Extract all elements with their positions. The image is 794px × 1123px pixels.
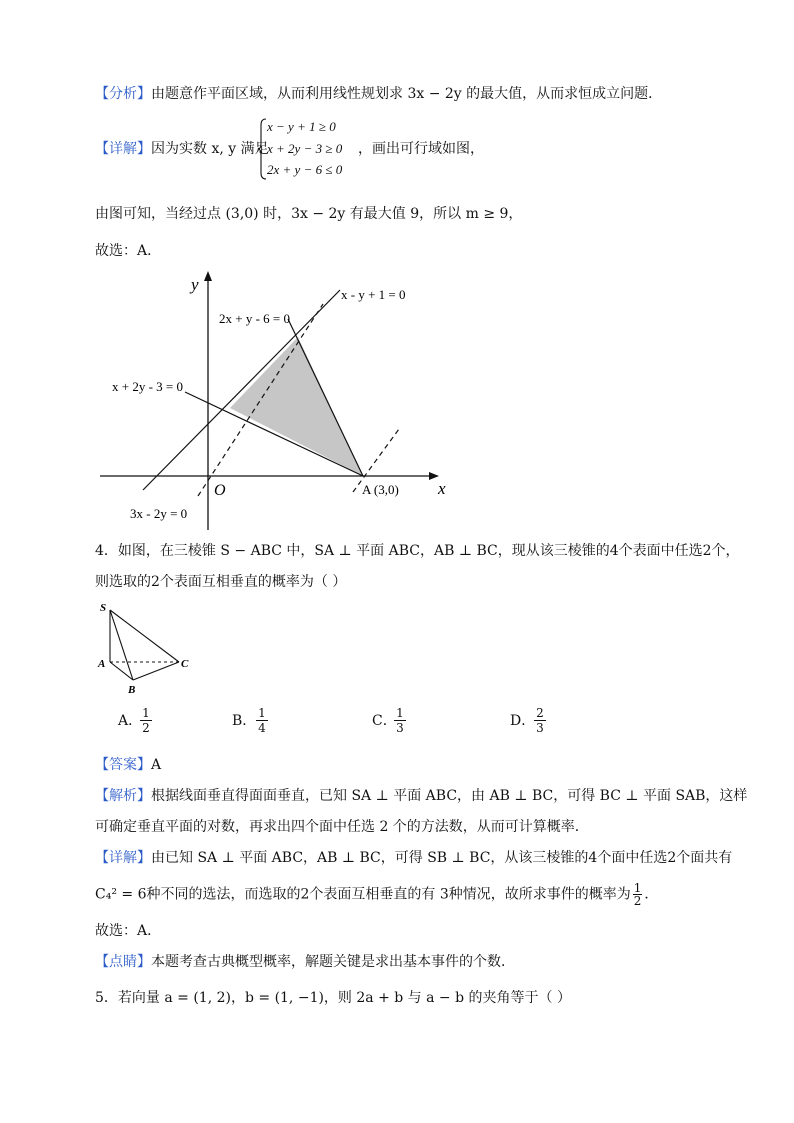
option-d[interactable] bbox=[510, 706, 544, 735]
q4-detail-line-1 bbox=[95, 848, 732, 868]
q5-stem: 5．若向量 a = (1, 2)，b = (1, −1)，则 2a + b 与 a − b 的夹角等于（ ） bbox=[95, 990, 571, 1006]
detail-suffix: ，画出可行域如图， bbox=[358, 141, 484, 157]
point-a-label: A (3,0) bbox=[362, 482, 399, 497]
jiexi-line-1 bbox=[95, 786, 747, 806]
label-line-1: x - y + 1 = 0 bbox=[341, 287, 406, 302]
vertex-a-label: A bbox=[98, 658, 106, 670]
q4-detail-text-1: 由已知 SA ⊥ 平面 ABC，AB ⊥ BC，可得 SB ⊥ BC，从该三棱锥的4个面中任选2个面共有 bbox=[151, 850, 733, 866]
system-row-1: x − y + 1 ≥ 0 bbox=[267, 119, 336, 134]
analysis-line bbox=[95, 84, 662, 104]
label-line-4: 3x - 2y = 0 bbox=[130, 506, 188, 521]
label-line-3: x + 2y - 3 = 0 bbox=[112, 379, 183, 394]
analysis-text: 由题意作平面区域，从而利用线性规划求 3x − 2y 的最大值，从而求恒成立问题． bbox=[151, 86, 663, 102]
system-row-2: x + 2y − 3 ≥ 0 bbox=[267, 141, 343, 156]
detail-tag: 【详解】 bbox=[95, 141, 151, 157]
vertex-b-label: B bbox=[128, 684, 136, 696]
q4-stem-line-2: 则选取的2个表面互相垂直的概率为（ ） bbox=[95, 574, 347, 590]
analysis-tag: 【分析】 bbox=[95, 86, 151, 102]
answer-line bbox=[95, 755, 161, 775]
vertex-c-label: C bbox=[181, 658, 189, 670]
system-row-3: 2x + y − 6 ≤ 0 bbox=[267, 162, 343, 177]
option-d-letter: D． bbox=[510, 713, 536, 729]
label-line-2: 2x + y - 6 = 0 bbox=[219, 311, 290, 326]
dianjing-line bbox=[95, 952, 515, 972]
answer-value: A bbox=[151, 757, 162, 773]
dianjing-text: 本题考查古典概型概率，解题关键是求出基本事件的个数． bbox=[151, 954, 515, 970]
option-b[interactable] bbox=[232, 706, 266, 735]
feasible-region-graph bbox=[95, 268, 455, 533]
jiexi-line-2: 可确定垂直平面的对数，再求出四个面中任选 2 个的方法数，从而可计算概率． bbox=[95, 819, 589, 835]
x-axis-label: x bbox=[438, 479, 446, 498]
conclusion-line: 由图可知，当经过点 (3,0) 时，3x − 2y 有最大值 9，所以 m ≥ 9， bbox=[95, 206, 523, 222]
feasible-region bbox=[230, 337, 363, 476]
pyramid-figure bbox=[95, 600, 205, 696]
vertex-s-label: S bbox=[100, 602, 107, 614]
q4-choice-line: 故选：A． bbox=[95, 923, 162, 939]
option-c-fraction: $\frac{1}{3}$ bbox=[394, 706, 406, 735]
option-c[interactable] bbox=[372, 706, 404, 735]
q4-stem-line-1: 4．如图，在三棱锥 S − ABC 中，SA ⊥ 平面 ABC，AB ⊥ BC，现从该三棱锥的4个表面中任选2个， bbox=[95, 543, 740, 559]
option-a-letter: A． bbox=[118, 713, 143, 729]
q4-detail-tag: 【详解】 bbox=[95, 850, 151, 866]
option-b-fraction: $\frac{1}{4}$ bbox=[256, 706, 268, 735]
y-axis-label: y bbox=[191, 275, 199, 294]
q4-detail-text-2: C₄² = 6种不同的选法，而选取的2个表面互相垂直的有 3种情况，故所求事件的概率为 bbox=[95, 886, 631, 903]
choice-line-1: 故选：A． bbox=[95, 243, 162, 259]
option-c-letter: C． bbox=[372, 713, 397, 729]
option-b-letter: B． bbox=[232, 713, 257, 729]
detail-prefix: 因为实数 x, y 满足 bbox=[151, 141, 269, 157]
q4-detail-period: ． bbox=[644, 886, 659, 903]
origin-label: O bbox=[214, 482, 226, 499]
option-a-fraction: $\frac{1}{2}$ bbox=[140, 706, 152, 735]
q4-detail-line-2 bbox=[95, 882, 658, 907]
jiexi-text-1: 根据线面垂直得面面垂直，已知 SA ⊥ 平面 ABC，由 AB ⊥ BC，可得 BC ⊥ 平面 SAB，这样 bbox=[151, 788, 748, 804]
jiexi-tag: 【解析】 bbox=[95, 788, 151, 804]
detail-line bbox=[95, 139, 269, 159]
option-d-fraction: $\frac{2}{3}$ bbox=[534, 706, 546, 735]
q4-detail-fraction: $\frac{1}{2}$ bbox=[633, 881, 642, 908]
inequality-system bbox=[258, 117, 368, 181]
dianjing-tag: 【点睛】 bbox=[95, 954, 151, 970]
answer-tag: 【答案】 bbox=[95, 757, 151, 773]
y-axis-arrow-icon bbox=[204, 271, 212, 281]
option-a[interactable] bbox=[118, 706, 150, 735]
